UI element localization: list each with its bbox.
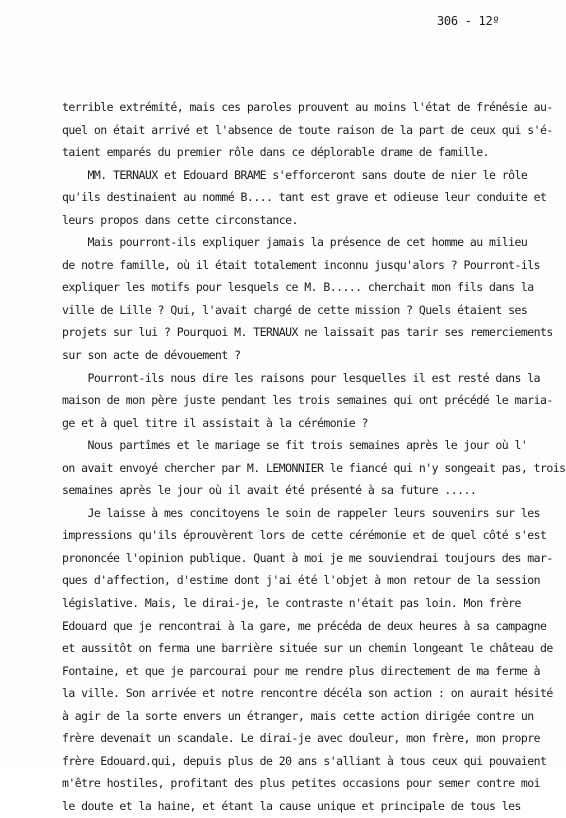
text-line: ge et à quel titre il assistait à la cérémonie ? [62,415,368,430]
text-line: la ville. Son arrivée et notre rencontre décéla son action : on aurait hésité [62,686,553,701]
body-text [62,96,566,818]
text-line: projets sur lui ? Pourquoi M. TERNAUX ne laissait pas tarir ses remerciements [62,325,553,340]
page-number: 306 - 12º [437,14,500,28]
text-line: Mais pourront-ils expliquer jamais la présence de cet homme au milieu [62,235,528,250]
text-line: quel on était arrivé et l'absence de toute raison de la part de ceux qui s'é- [62,122,553,137]
text-line: qu'ils destinaient au nommé B.... tant est grave et odieuse leur conduite et [62,190,547,205]
text-line: Nous partîmes et le mariage se fit trois semaines après le jour où l' [62,438,528,453]
text-line: frère Edouard.qui, depuis plus de 20 ans s'alliant à tous ceux qui pouvaient [62,753,547,768]
text-line: à agir de la sorte envers un étranger, mais cette action dirigée contre un [62,708,534,723]
text-line: Pourront-ils nous dire les raisons pour lesquelles il est resté dans la [62,370,541,385]
text-line: ville de Lille ? Qui, l'avait chargé de cette mission ? Quels étaient ses [62,302,528,317]
text-line: et aussitôt on ferma une barrière située sur un chemin longeant le château de [62,641,553,656]
text-line: sur son acte de dévouement ? [62,348,241,363]
text-line: Edouard que je rencontrai à la gare, me précéda de deux heures à sa campagne [62,618,547,633]
text-line: semaines après le jour où il avait été présenté à sa future ..... [62,483,477,498]
text-line: prononcée l'opinion publique. Quant à moi je me souviendrai toujours des mar- [62,550,553,565]
text-line: de notre famille, où il était totalement inconnu jusqu'alors ? Pourront-ils [62,257,541,272]
text-line: Fontaine, et que je parcourai pour me rendre plus directement de ma ferme à [62,663,541,678]
text-line: on avait envoyé chercher par M. LEMONNIER le fiancé qui n'y songeait pas, trois [62,460,566,475]
text-line: Je laisse à mes concitoyens le soin de rappeler leurs souvenirs sur les [62,505,541,520]
text-line: expliquer les motifs pour lesquels ce M. B..... cherchait mon fils dans la [62,280,534,295]
text-line: taient emparés du premier rôle dans ce déplorable drame de famille. [62,145,490,160]
text-line: terrible extrémité, mais ces paroles prouvent au moins l'état de frénésie au- [62,100,553,114]
text-line: m'être hostiles, profitant des plus petites occasions pour semer contre moi [62,776,541,791]
text-line: MM. TERNAUX et Edouard BRAME s'efforceront sans doute de nier le rôle [62,167,528,182]
text-line: frère devenait un scandale. Le dirai-je avec douleur, mon frère, mon propre [62,731,541,746]
text-line: le doute et la haine, et étant la cause unique et principale de tous les [62,798,521,813]
text-line: maison de mon père juste pendant les trois semaines qui ont précédé le maria- [62,393,553,408]
text-line: ques d'affection, d'estime dont j'ai été l'objet à mon retour de la session [62,573,541,588]
text-line: leurs propos dans cette circonstance. [62,212,298,227]
text-line: législative. Mais, le dirai-je, le contraste n'était pas loin. Mon frère [62,596,521,611]
text-line: impressions qu'ils éprouvèrent lors de cette cérémonie et de quel côté s'est [62,528,547,543]
